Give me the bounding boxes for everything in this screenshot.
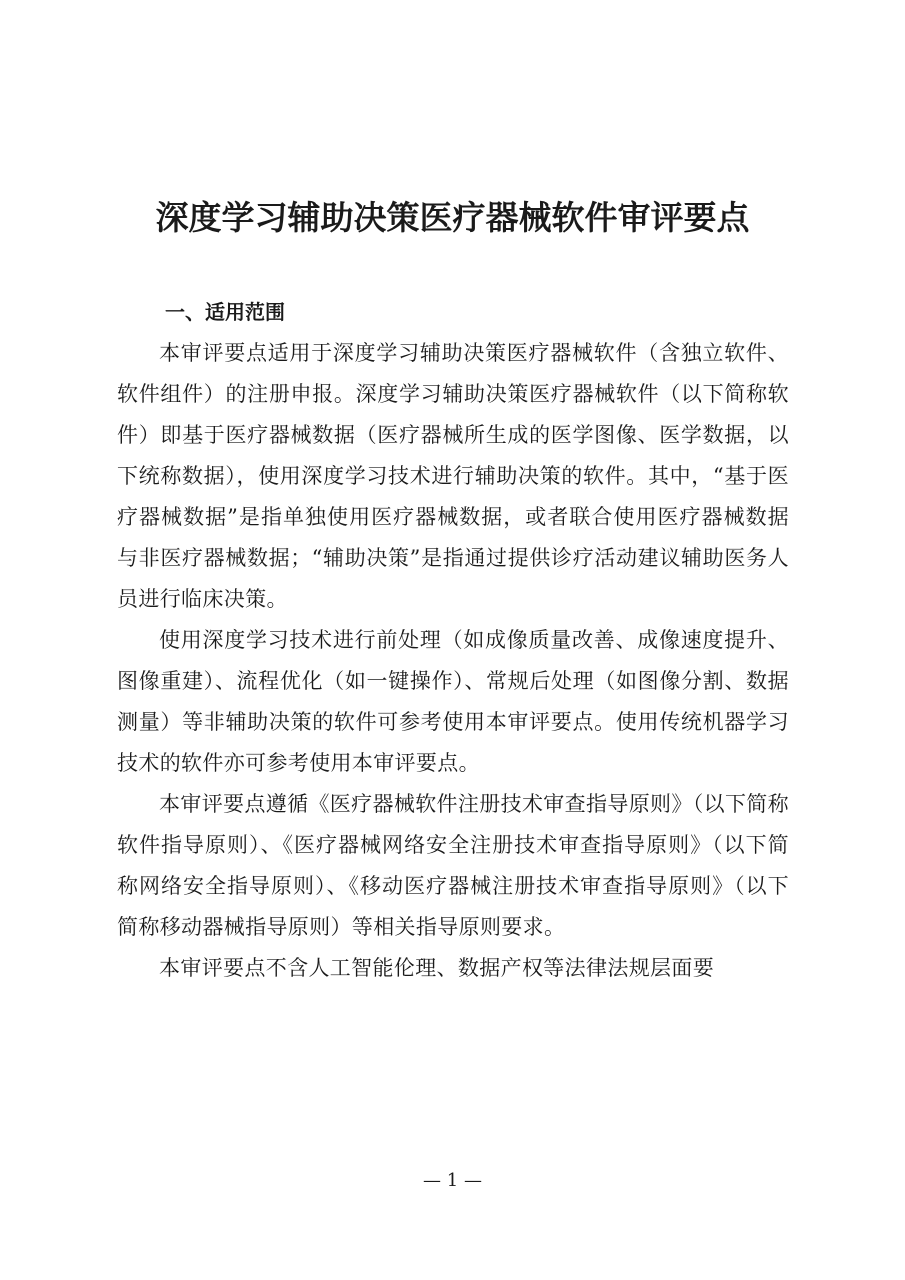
page-number: — 1 —	[423, 1170, 482, 1191]
document-body	[117, 292, 789, 989]
section-heading-scope: 一、适用范围	[165, 300, 285, 324]
paragraph: 本审评要点遵循《医疗器械软件注册技术审查指导原则》（以下简称软件指导原则）、《医疗器械网络安全注册技术审查指导原则》（以下简称网络安全指导原则）、《移动医疗器械注册技术审查指导原则》（以下简称移动器械指导原则）等相关指导原则要求。	[117, 792, 789, 939]
document-title: 深度学习辅助决策医疗器械软件审评要点	[155, 198, 750, 237]
paragraph: 本审评要点不含人工智能伦理、数据产权等法律法规层面要	[159, 956, 715, 980]
paragraph: 本审评要点适用于深度学习辅助决策医疗器械软件（含独立软件、软件组件）的注册申报。深度学习辅助决策医疗器械软件（以下简称软件）即基于医疗器械数据（医疗器械所生成的医学图像、医学数据，以下统称数据），使用深度学习技术进行辅助决策的软件。其中，“基于医疗器械数据”是指单独使用医疗器械数据，或者联合使用医疗器械数据与非医疗器械数据；“辅助决策”是指通过提供诊疗活动建议辅助医务人员进行临床决策。	[117, 341, 789, 611]
paragraph: 使用深度学习技术进行前处理（如成像质量改善、成像速度提升、图像重建）、流程优化（如一键操作）、常规后处理（如图像分割、数据测量）等非辅助决策的软件可参考使用本审评要点。使用传统机器学习技术的软件亦可参考使用本审评要点。	[117, 628, 789, 775]
